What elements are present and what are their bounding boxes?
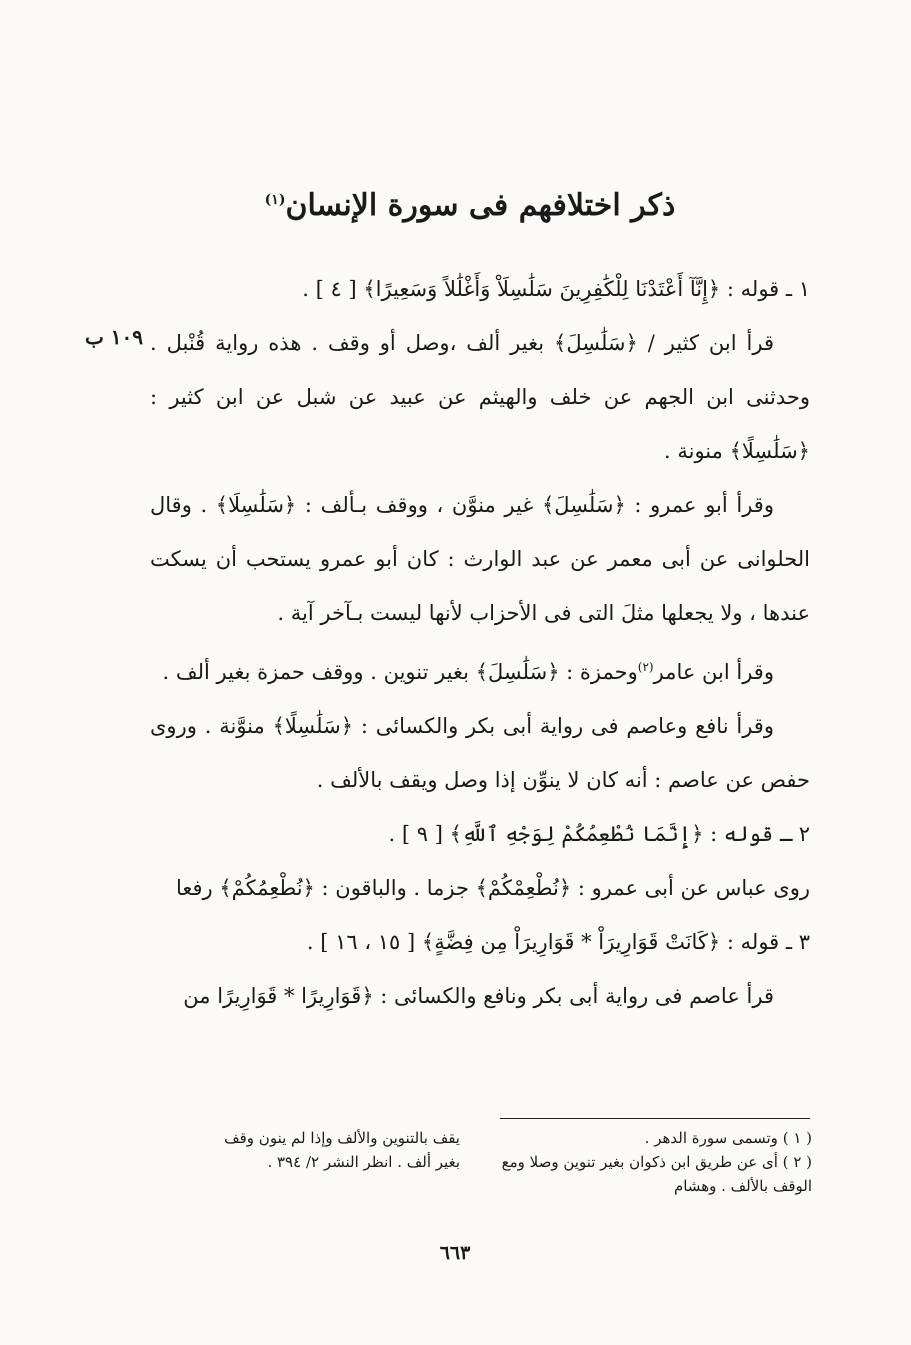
paragraph-nafi: وقرأ نافع وعاصم فى رواية أبى بكر والكسائى : ﴿سَلَٰسِلًا﴾ منوَّنة . وروى حفص عن عاصم : أنه كان لا ينوِّن إذا وصل ويقف بالألف . — [150, 714, 810, 792]
paragraph-ibn-amir-start: وقرأ ابن عامر — [653, 660, 774, 684]
footnotes-left-column — [150, 1126, 460, 1174]
verse-heading-3: ٣ ـ قوله : ﴿كَانَتْ قَوَارِيرَاْ * قَوَارِيرَاْ مِن فِضَّةٍ﴾ [ ١٥ ، ١٦ ] . — [306, 930, 810, 954]
footnotes — [150, 1126, 812, 1226]
paragraph-ibn-amir-rest: وحمزة : ﴿سَلَٰسِلَ﴾ بغير تنوين . ووقف حمزة بغير ألف . — [162, 660, 638, 684]
paragraph-abu-amr: وقرأ أبو عمرو : ﴿سَلَٰسِلَ﴾ غير منوَّن ، ووقف بـألف : ﴿سَلَٰسِلَا﴾ . وقال الحلوانى عن أبى معمر عن عبد الوارث : كان أبو عمرو يستحب أن يسكت عندها ، ولا يجعلها مثلَ التى فى الأحزاب لأنها ليست بـآخر آية . — [150, 493, 810, 625]
footnotes-right-column — [472, 1126, 812, 1198]
footnote-divider — [500, 1118, 810, 1119]
verse-heading-2: ٢ ـ قوله : ﴿إِنَّمَا نُطْعِمُكُمْ لِوَجْهِ ٱللَّهِ﴾ [ ٩ ] . — [388, 822, 810, 846]
footnote-2-continued-2: بغير ألف . انظر النشر ٢/ ٣٩٤ . — [267, 1153, 460, 1171]
paragraph-abbas: روى عباس عن أبى عمرو : ﴿نُطْعِمْكُمْ﴾ جزما . والباقون : ﴿نُطْعِمُكُمْ﴾ رفعا — [175, 876, 810, 900]
footnote-2: ( ٢ ) أى عن طريق ابن ذكوان بغير تنوين وصلا ومع الوقف بالألف . وهشام — [501, 1153, 812, 1195]
paragraph-ibn-kathir: قرأ ابن كثير / ﴿سَلَٰسِلَ﴾ بغير ألف ،وصل أو وقف . هذه رواية قُنْبل . وحدثنى ابن الجهم عن خلف والهيثم عن عبيد عن شبل عن ابن كثير : ﴿سَلَٰسِلًا﴾ منونة . — [150, 331, 810, 463]
footnote-1: ( ١ ) وتسمى سورة الدهر . — [644, 1129, 812, 1147]
main-text — [150, 262, 810, 1023]
marginal-folio-note: ١٠٩ ب — [84, 325, 144, 349]
paragraph-ibn-amir — [150, 640, 810, 699]
footnote-marker-2: (٢) — [637, 660, 654, 674]
page-number: ٦٦٣ — [439, 1242, 471, 1264]
chapter-title — [250, 188, 690, 223]
title-footnote-marker: (١) — [264, 192, 286, 208]
verse-heading-1: ١ ـ قوله : ﴿إِنَّآ أَعْتَدْنَا لِلْكَٰفِرِينَ سَلَٰسِلَاْ وَأَغْلَٰلاً وَسَعِيرًا﴾ [ ٤ ] . — [302, 277, 810, 301]
footnote-2-continued-1: يقف بالتنوين والألف وإذا لم ينون وقف — [224, 1129, 460, 1147]
chapter-title-text: ذكر اختلافهم فى سورة الإنسان — [285, 188, 676, 223]
paragraph-asim: قرأ عاصم فى رواية أبى بكر ونافع والكسائى : ﴿قَوَارِيرًا * قَوَارِيرًا من — [183, 984, 774, 1008]
